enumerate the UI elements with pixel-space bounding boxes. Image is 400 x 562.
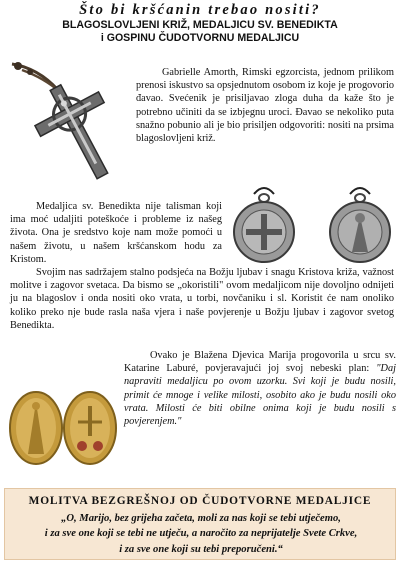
prayer-box (4, 488, 396, 560)
paragraph-benedict-medal: Medaljica sv. Benedikta nije talisman koji ima moć udaljiti poteškoće i probleme iz našeg života. Ona je sredstvo koje nam može pomoći u našem životu, u našem kršćanskom hodu za Kristom. (10, 201, 222, 265)
crucifix-image (8, 60, 128, 186)
subtitle-line-1: BLAGOSLOVLJENI KRIŽ, MEDALJICU SV. BENEDIKTA (62, 19, 338, 31)
prayer-text (11, 511, 391, 557)
benedict-medals-image (226, 182, 396, 266)
page-subtitle (0, 19, 400, 45)
page-title: Što bi kršćanin trebao nositi? (79, 2, 321, 18)
prayer-title: MOLITVA BEZGREŠNOJ OD ČUDOTVORNE MEDALJICE (28, 495, 372, 507)
prayer-line-3: i za sve one koji su tebi preporučeni.“ (119, 543, 283, 555)
prayer-line-2: i za sve one koji se tebi ne utječu, a naročito za neprijatelje Svete Crkve, (44, 528, 358, 540)
paragraph-mary-message (124, 349, 396, 428)
mary-quote-text: "Daj napraviti medaljicu po ovom uzorku. Svi koji je budu nosili, primit će mnoge i velike milosti, osobito ako je budu nosili oko vrata. Milosti će biti obilne onima koji je budu nosili s povjerenjem." (124, 363, 397, 428)
paragraph-remembrance: Svojim nas sadržajem stalno podsjeća na Božju ljubav i snagu Kristova križa, važnost molitve i zagovor svetaca. Da bismo se „okoristili" ovom medaljicom nije dovoljno odnijeti ju na blagoslov i onda nositi oko vrata, u torbi, novčaniku i sl. Koristit će nam onoliko koliko preko nje bude rasla naša vjera i naše povjerenje u Božju ljubav i zagovor svetog Benedikta. (10, 267, 394, 331)
prayer-line-1: „O, Marijo, bez grijeha začeta, moli za nas koji se tebi utječemo, (61, 513, 341, 524)
paragraph-amorth: Gabrielle Amorth, Rimski egzorcista, jednom prilikom prenosi iskustvo sa opsjednutom osobom iz koje je progovorio đavao. Svećenik je prisiljavao zloga duha da kaže što je potrebno učiniti da se izbjegnu uroci. Đavao se nekoliko puta snažno pobunio ali je bio prisiljen odgovoriti: nositi na prsima blagoslovljeni križ. (136, 67, 394, 145)
miraculous-medal-image (6, 388, 120, 468)
mary-intro-text: Ovako je Blažena Djevica Marija progovorila u srcu sv. Katarine Laburé, povjeravajući joj svoj nebeski plan: (124, 350, 396, 375)
subtitle-line-2: i GOSPINU ČUDOTVORNU MEDALJICU (100, 32, 300, 44)
